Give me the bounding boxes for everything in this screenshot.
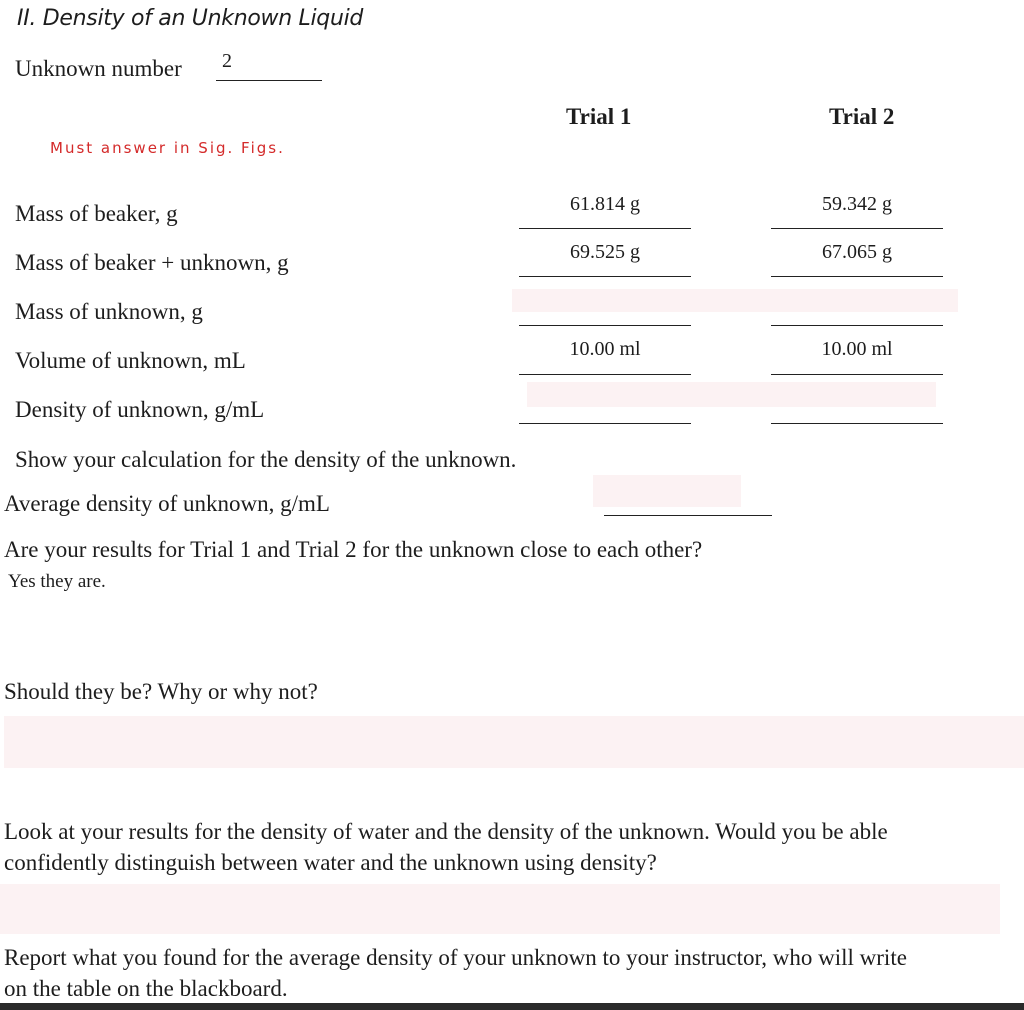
row-label-density-unknown: Density of unknown, g/mL — [15, 397, 265, 422]
section-title: II. Density of an Unknown Liquid — [17, 6, 364, 31]
row-density-unknown-redaction — [527, 382, 936, 407]
question-trials-close: Are your results for Trial 1 and Trial 2 for the unknown close to each other? — [4, 537, 703, 562]
bottom-border — [0, 1003, 1024, 1010]
row-label-volume-unknown: Volume of unknown, mL — [15, 348, 246, 373]
row-mass-beaker-trial1: 61.814 g — [570, 193, 640, 215]
question-distinguish-line2: confidently distinguish between water and the unknown using density? — [4, 850, 657, 875]
row-mass-beaker-unknown-trial2-line — [771, 276, 943, 277]
row-mass-beaker-trial2: 59.342 g — [822, 193, 892, 215]
row-density-unknown-trial1-line — [519, 423, 691, 424]
row-mass-beaker-trial1-line — [519, 228, 691, 229]
row-mass-unknown-trial2-line — [771, 325, 943, 326]
sig-figs-note: Must answer in Sig. Figs. — [50, 139, 285, 157]
unknown-number-line — [216, 80, 322, 81]
row-label-mass-beaker: Mass of beaker, g — [15, 201, 178, 226]
row-volume-unknown-trial2-line — [771, 374, 943, 375]
unknown-number-value: 2 — [222, 50, 232, 72]
row-volume-unknown-trial1-line — [519, 374, 691, 375]
row-mass-unknown-redaction — [512, 289, 958, 312]
row-density-unknown-trial2-line — [771, 423, 943, 424]
row-mass-beaker-trial2-line — [771, 228, 943, 229]
row-mass-beaker-unknown-trial1: 69.525 g — [570, 241, 640, 263]
row-label-mass-beaker-unknown: Mass of beaker + unknown, g — [15, 250, 289, 275]
trial2-header: Trial 2 — [829, 104, 895, 129]
answer-should-they-be-redaction — [4, 716, 1024, 768]
average-density-line — [604, 515, 772, 516]
row-volume-unknown-trial1: 10.00 ml — [569, 338, 641, 360]
answer-trials-close: Yes they are. — [8, 571, 106, 592]
answer-distinguish-redaction — [0, 884, 1000, 934]
row-mass-unknown-trial1-line — [519, 325, 691, 326]
question-should-they-be: Should they be? Why or why not? — [4, 679, 318, 704]
question-distinguish-line1: Look at your results for the density of water and the density of the unknown. Would you be able — [4, 819, 888, 844]
average-density-redaction — [593, 475, 741, 507]
instruction-line1: Report what you found for the average density of your unknown to your instructor, who will write — [4, 945, 907, 970]
show-calculation-prompt: Show your calculation for the density of the unknown. — [15, 447, 517, 472]
instruction-line2: on the table on the blackboard. — [4, 976, 288, 1001]
average-density-label: Average density of unknown, g/mL — [4, 491, 330, 516]
row-mass-beaker-unknown-trial2: 67.065 g — [822, 241, 892, 263]
row-volume-unknown-trial2: 10.00 ml — [821, 338, 893, 360]
unknown-number-label: Unknown number — [15, 56, 182, 81]
trial1-header: Trial 1 — [566, 104, 632, 129]
row-label-mass-unknown: Mass of unknown, g — [15, 299, 203, 324]
row-mass-beaker-unknown-trial1-line — [519, 276, 691, 277]
